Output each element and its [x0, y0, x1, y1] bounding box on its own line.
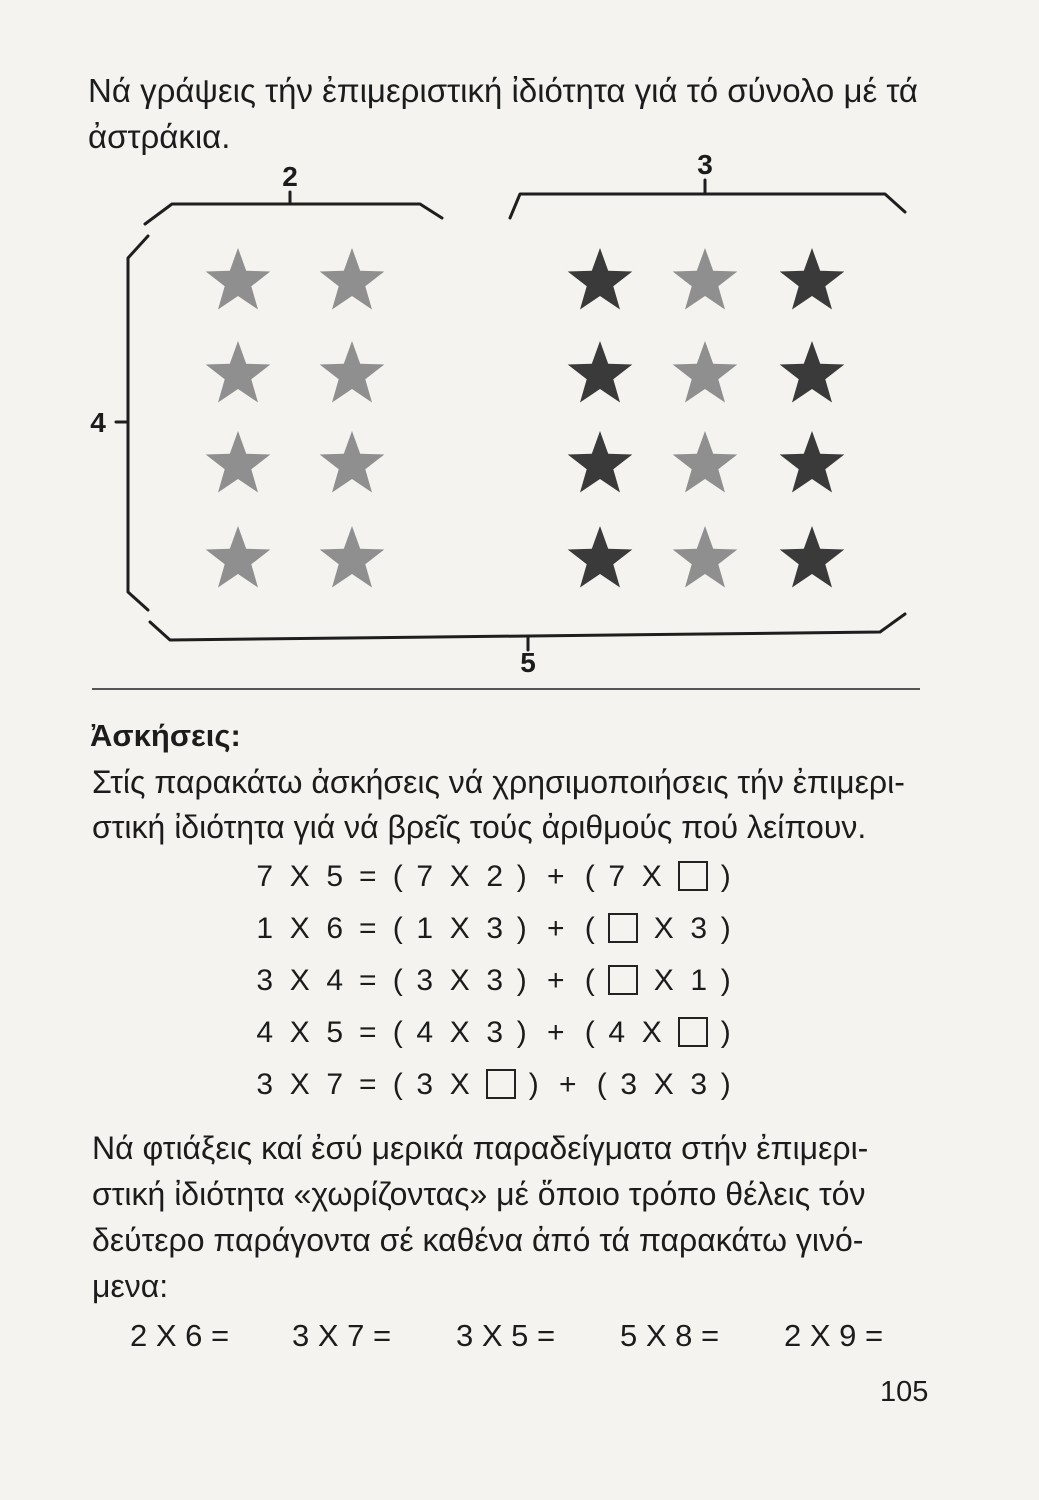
bracket-left — [128, 236, 148, 610]
star-icon — [673, 248, 738, 310]
plus-sign: + — [546, 912, 566, 945]
open-paren: ( — [584, 964, 596, 997]
equals-sign: = — [358, 1016, 378, 1049]
star-icon — [673, 431, 738, 493]
star-icon — [206, 248, 271, 310]
answer-box[interactable] — [608, 913, 638, 943]
equation-row — [250, 1060, 738, 1110]
label-left: 4 — [90, 407, 106, 438]
open-paren: ( — [392, 1068, 404, 1101]
equation-number: 4 — [256, 1016, 274, 1049]
times-sign: X — [653, 912, 675, 945]
open-paren: ( — [584, 912, 596, 945]
plus-sign: + — [546, 860, 566, 893]
equals-sign: = — [358, 860, 378, 893]
star-icon — [206, 526, 271, 588]
equation-number: 3 — [486, 964, 504, 997]
problem-3: 3 X 5 = — [456, 1318, 556, 1353]
equation-number: 5 — [326, 1016, 344, 1049]
exercises-intro-line-1: Στίς παρακάτω ἀσκήσεις νά χρησιμοποιήσεις τήν ἐπιμερι- — [92, 764, 905, 800]
equation-row — [250, 904, 738, 954]
times-sign: X — [449, 1068, 471, 1101]
close-paren: ) — [516, 912, 528, 945]
equation-number: 5 — [326, 860, 344, 893]
equation-number: 3 — [486, 1016, 504, 1049]
plus-sign: + — [546, 964, 566, 997]
equation-number: 2 — [486, 860, 504, 893]
star-icon — [320, 341, 385, 403]
problem-4: 5 X 8 = — [620, 1318, 720, 1353]
times-sign: X — [653, 964, 675, 997]
times-sign: X — [289, 1068, 311, 1101]
bracket-top-right — [510, 194, 905, 218]
times-sign: X — [289, 912, 311, 945]
close-paren: ) — [516, 860, 528, 893]
open-paren: ( — [392, 964, 404, 997]
open-paren: ( — [392, 912, 404, 945]
exercises-intro-line-2: στική ἰδιότητα γιά νά βρεῖς τούς ἀριθμούς πού λείπουν. — [92, 809, 867, 845]
star-icon — [320, 248, 385, 310]
star-icon — [780, 248, 845, 310]
equation-number: 4 — [608, 1016, 626, 1049]
times-sign: X — [641, 860, 663, 893]
answer-box[interactable] — [678, 861, 708, 891]
problem-1: 2 X 6 = — [130, 1318, 230, 1353]
close-paren: ) — [720, 1016, 732, 1049]
times-sign: X — [289, 1016, 311, 1049]
label-top-right: 3 — [697, 149, 713, 180]
problem-5: 2 X 9 = — [784, 1318, 884, 1353]
times-sign: X — [289, 860, 311, 893]
make-examples-line-4: μενα: — [92, 1268, 169, 1304]
times-sign: X — [449, 1016, 471, 1049]
plus-sign: + — [558, 1068, 578, 1101]
equation-number: 7 — [608, 860, 626, 893]
equation-number: 3 — [620, 1068, 638, 1101]
equation-row — [250, 852, 738, 902]
equation-row — [250, 956, 738, 1006]
make-examples-text — [92, 1125, 942, 1309]
answer-box[interactable] — [678, 1017, 708, 1047]
equation-row — [250, 1008, 738, 1058]
close-paren: ) — [516, 964, 528, 997]
label-top-left: 2 — [282, 161, 298, 192]
equation-number: 4 — [326, 964, 344, 997]
divider-line — [92, 688, 920, 690]
equals-sign: = — [358, 964, 378, 997]
open-paren: ( — [584, 1016, 596, 1049]
star-icon — [568, 526, 633, 588]
star-icon — [206, 431, 271, 493]
intro-line-2: ἀστράκια. — [88, 118, 231, 155]
times-sign: X — [289, 964, 311, 997]
close-paren: ) — [720, 1068, 732, 1101]
equation-number: 1 — [690, 964, 708, 997]
close-paren: ) — [720, 912, 732, 945]
close-paren: ) — [720, 860, 732, 893]
equation-number: 7 — [256, 860, 274, 893]
open-paren: ( — [392, 860, 404, 893]
star-icon — [568, 431, 633, 493]
exercises-heading: Ἀσκήσεις: — [90, 718, 241, 753]
make-examples-line-1: Νά φτιάξεις καί ἐσύ μερικά παραδείγματα στήν ἐπιμερι- — [92, 1130, 869, 1166]
star-icon — [780, 341, 845, 403]
star-icon — [206, 341, 271, 403]
bracket-top-left — [145, 204, 442, 224]
page-number: 105 — [880, 1376, 929, 1408]
plus-sign: + — [546, 1016, 566, 1049]
make-examples-line-3: δεύτερο παράγοντα σέ καθένα ἀπό τά παρακάτω γινό- — [92, 1222, 864, 1258]
star-icon — [568, 248, 633, 310]
equation-number: 3 — [690, 1068, 708, 1101]
make-examples-line-2: στική ἰδιότητα «χωρίζοντας» μέ ὅποιο τρόπο θέλεις τόν — [92, 1176, 866, 1212]
star-icon — [780, 431, 845, 493]
star-icon — [673, 341, 738, 403]
times-sign: X — [449, 860, 471, 893]
close-paren: ) — [528, 1068, 540, 1101]
open-paren: ( — [596, 1068, 608, 1101]
close-paren: ) — [720, 964, 732, 997]
problem-2: 3 X 7 = — [292, 1318, 392, 1353]
equation-number: 6 — [326, 912, 344, 945]
stars-figure — [0, 0, 1039, 700]
equation-number: 3 — [486, 912, 504, 945]
exercises-intro — [92, 760, 942, 850]
equation-number: 1 — [416, 912, 434, 945]
times-sign: X — [641, 1016, 663, 1049]
equation-number: 3 — [416, 964, 434, 997]
equation-number: 3 — [256, 1068, 274, 1101]
star-icon — [320, 526, 385, 588]
star-icon — [673, 526, 738, 588]
equation-number: 1 — [256, 912, 274, 945]
times-sign: X — [449, 912, 471, 945]
equation-number: 3 — [690, 912, 708, 945]
open-paren: ( — [584, 860, 596, 893]
equation-number: 3 — [256, 964, 274, 997]
times-sign: X — [653, 1068, 675, 1101]
open-paren: ( — [392, 1016, 404, 1049]
equation-number: 7 — [416, 860, 434, 893]
answer-box[interactable] — [486, 1069, 516, 1099]
close-paren: ) — [516, 1016, 528, 1049]
equals-sign: = — [358, 1068, 378, 1101]
intro-line-1: Νά γράψεις τήν ἐπιμεριστική ἰδιότητα γιά τό σύνολο μέ τά — [88, 72, 918, 109]
star-icon — [320, 431, 385, 493]
equation-number: 4 — [416, 1016, 434, 1049]
star-icon — [568, 341, 633, 403]
equation-number: 3 — [416, 1068, 434, 1101]
label-bottom: 5 — [520, 647, 536, 678]
star-icon — [780, 526, 845, 588]
equation-number: 7 — [326, 1068, 344, 1101]
answer-box[interactable] — [608, 965, 638, 995]
times-sign: X — [449, 964, 471, 997]
equals-sign: = — [358, 912, 378, 945]
